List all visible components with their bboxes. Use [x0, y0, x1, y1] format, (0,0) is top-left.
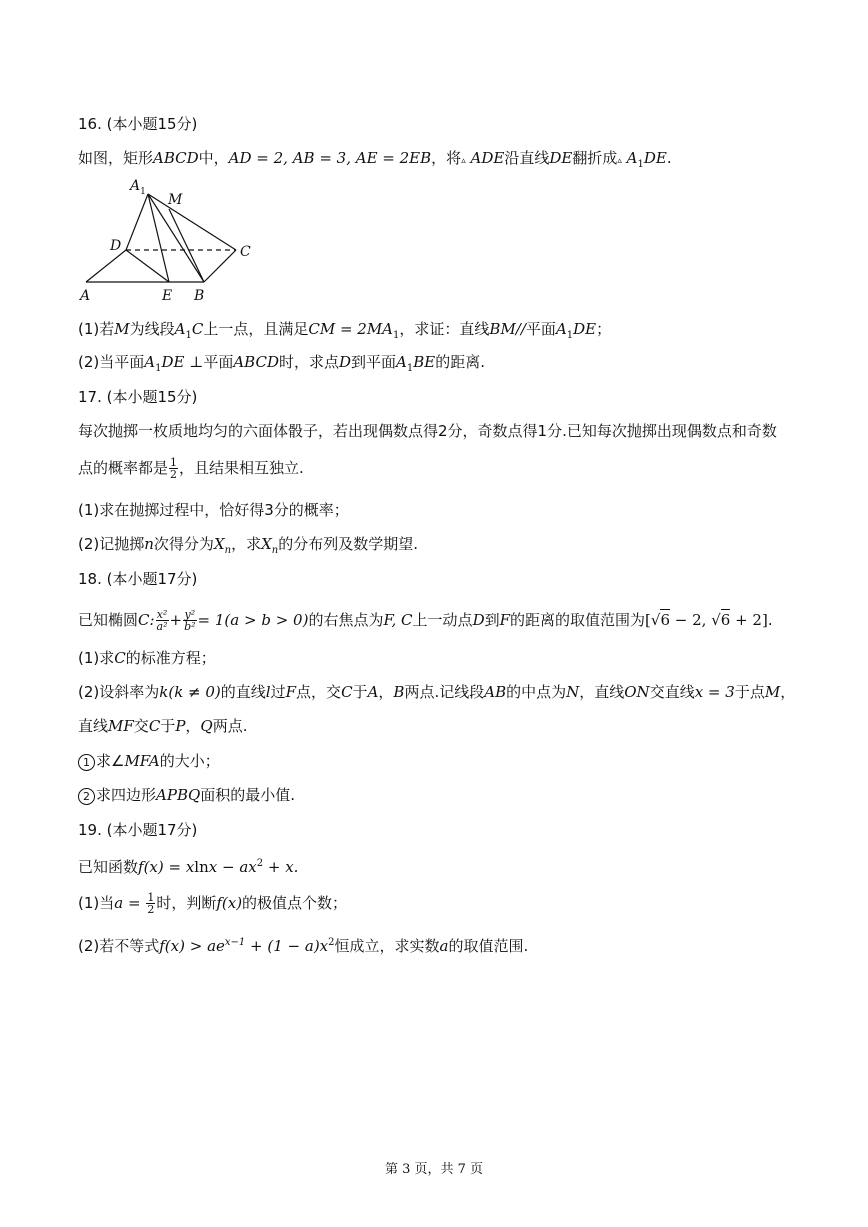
q18-part2-line2: 直线MF交C于P，Q两点.: [78, 717, 248, 735]
q17-part1: (1)求在抛掷过程中，恰好得3分的概率；: [78, 501, 349, 519]
q18-subpart2: 2 求四边形APBQ面积的最小值.: [78, 785, 295, 805]
edge-AD: [86, 250, 126, 282]
label-E: E: [162, 288, 173, 304]
edge-A1C: [148, 194, 236, 250]
q18-header: 18. (本小题17分): [78, 570, 198, 588]
label-A1: $A_1$: [130, 178, 146, 197]
q16-statement: 如图，矩形ABCD中，AD = 2, AB = 3, AE = 2EB，将▵ ADE沿直线DE翻折成▵ $A_1DE$.: [78, 149, 672, 170]
q17-statement-line1: 每次抛掷一枚质地均匀的六面体骰子，若出现偶数点得2分，奇数点得1分.已知每次抛掷出现偶数点和奇数: [78, 422, 777, 440]
page-footer: 第 3 页，共 7 页: [384, 1162, 484, 1177]
edge-A1D: [126, 194, 148, 250]
label-M: M: [168, 192, 183, 208]
q19-statement: 已知函数$f(x) = xlnx - ax^2 + x$.: [78, 858, 299, 876]
edge-MB: [169, 209, 204, 282]
fraction-one-half: $\frac{1}{2}$: [170, 456, 178, 481]
q16-header: 16. (本小题15分): [78, 115, 198, 133]
circled-number-2: 2: [78, 788, 95, 805]
edge-BC: [204, 250, 236, 282]
q17-statement-line2: 点的概率都是 $\frac{1}{2}$ ，且结果相互独立.: [78, 456, 304, 481]
label-C: C: [240, 244, 251, 260]
q17-part2: (2)记抛掷n次得分为$X_n$，求$X_n$的分布列及数学期望.: [78, 535, 419, 556]
q18-statement: 已知椭圆C: $\frac{\text{x²}}{\text{a²}}$ + $\frac{\text{y²}}{\text{b²}}$ = 1(a > b > 0)的右焦点为F, C上一动点D到F的距离的取值范围为[√6 − 2, √6 + 2].: [78, 608, 773, 633]
q16-part2: (2)当平面$A_1DE$ ⊥平面ABCD时，求点D到平面$A_1BE$的距离.: [78, 353, 486, 374]
geometry-figure: [74, 178, 264, 306]
q18-part1: (1)求C的标准方程；: [78, 649, 216, 667]
q19-part2: (2)若不等式$f(x) > ae^{x-1} + (1 - a)x^2$恒成立，求实数a的取值范围.: [78, 937, 529, 955]
q17-header: 17. (本小题15分): [78, 388, 198, 406]
circled-number-1: 1: [78, 754, 95, 771]
label-D: D: [110, 238, 122, 254]
q18-subpart1: 1 求∠MFA的大小；: [78, 751, 220, 771]
label-A: A: [80, 288, 91, 304]
q19-header: 19. (本小题17分): [78, 821, 198, 839]
label-B: B: [194, 288, 205, 304]
q19-part1: (1)当a = $\frac{1}{2}$ 时，判断f(x)的极值点个数；: [78, 891, 348, 916]
q16-part1: (1)若M为线段$A_1C$上一点，且满足CM = $2MA_1$，求证：直线BM//平面$A_1DE$；: [78, 320, 612, 341]
q18-part2-line1: (2)设斜率为k(k ≠ 0)的直线l过F点，交C于A，B两点.记线段AB的中点为N，直线ON交直线x = 3于点M，: [78, 683, 796, 701]
